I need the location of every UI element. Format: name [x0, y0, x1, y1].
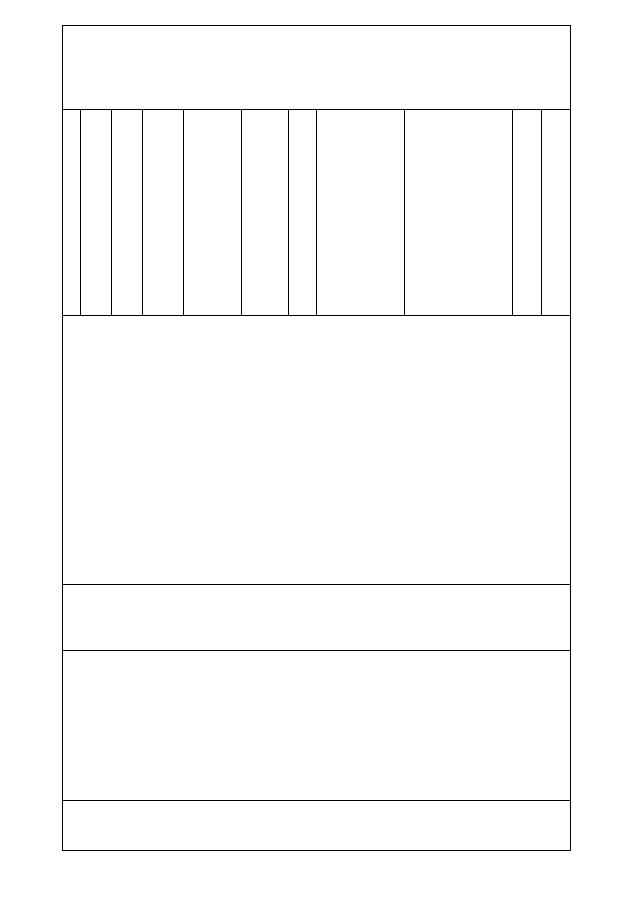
- procedure-table: [62, 25, 571, 851]
- cell-divider: [512, 109, 513, 315]
- table-divider: [63, 315, 570, 316]
- table-divider: [63, 584, 570, 585]
- procedure-cell: [243, 109, 288, 315]
- table-divider: [63, 800, 570, 801]
- procedure-cell: [543, 109, 570, 315]
- cell-divider: [142, 109, 143, 315]
- procedure-cell: [65, 109, 81, 315]
- cell-divider: [288, 109, 289, 315]
- procedure-cell: [514, 109, 541, 315]
- procedure-cell: [318, 109, 404, 315]
- cell-divider: [183, 109, 184, 315]
- table-divider: [63, 650, 570, 651]
- cell-divider: [241, 109, 242, 315]
- procedure-cell: [144, 109, 183, 315]
- procedure-cell: [113, 109, 142, 315]
- procedure-cell: [406, 109, 512, 315]
- procedure-cell: [185, 109, 241, 315]
- cell-divider: [111, 109, 112, 315]
- procedure-cell: [82, 109, 111, 315]
- cell-divider: [541, 109, 542, 315]
- cell-divider: [404, 109, 405, 315]
- procedure-cell: [290, 109, 316, 315]
- cell-divider: [316, 109, 317, 315]
